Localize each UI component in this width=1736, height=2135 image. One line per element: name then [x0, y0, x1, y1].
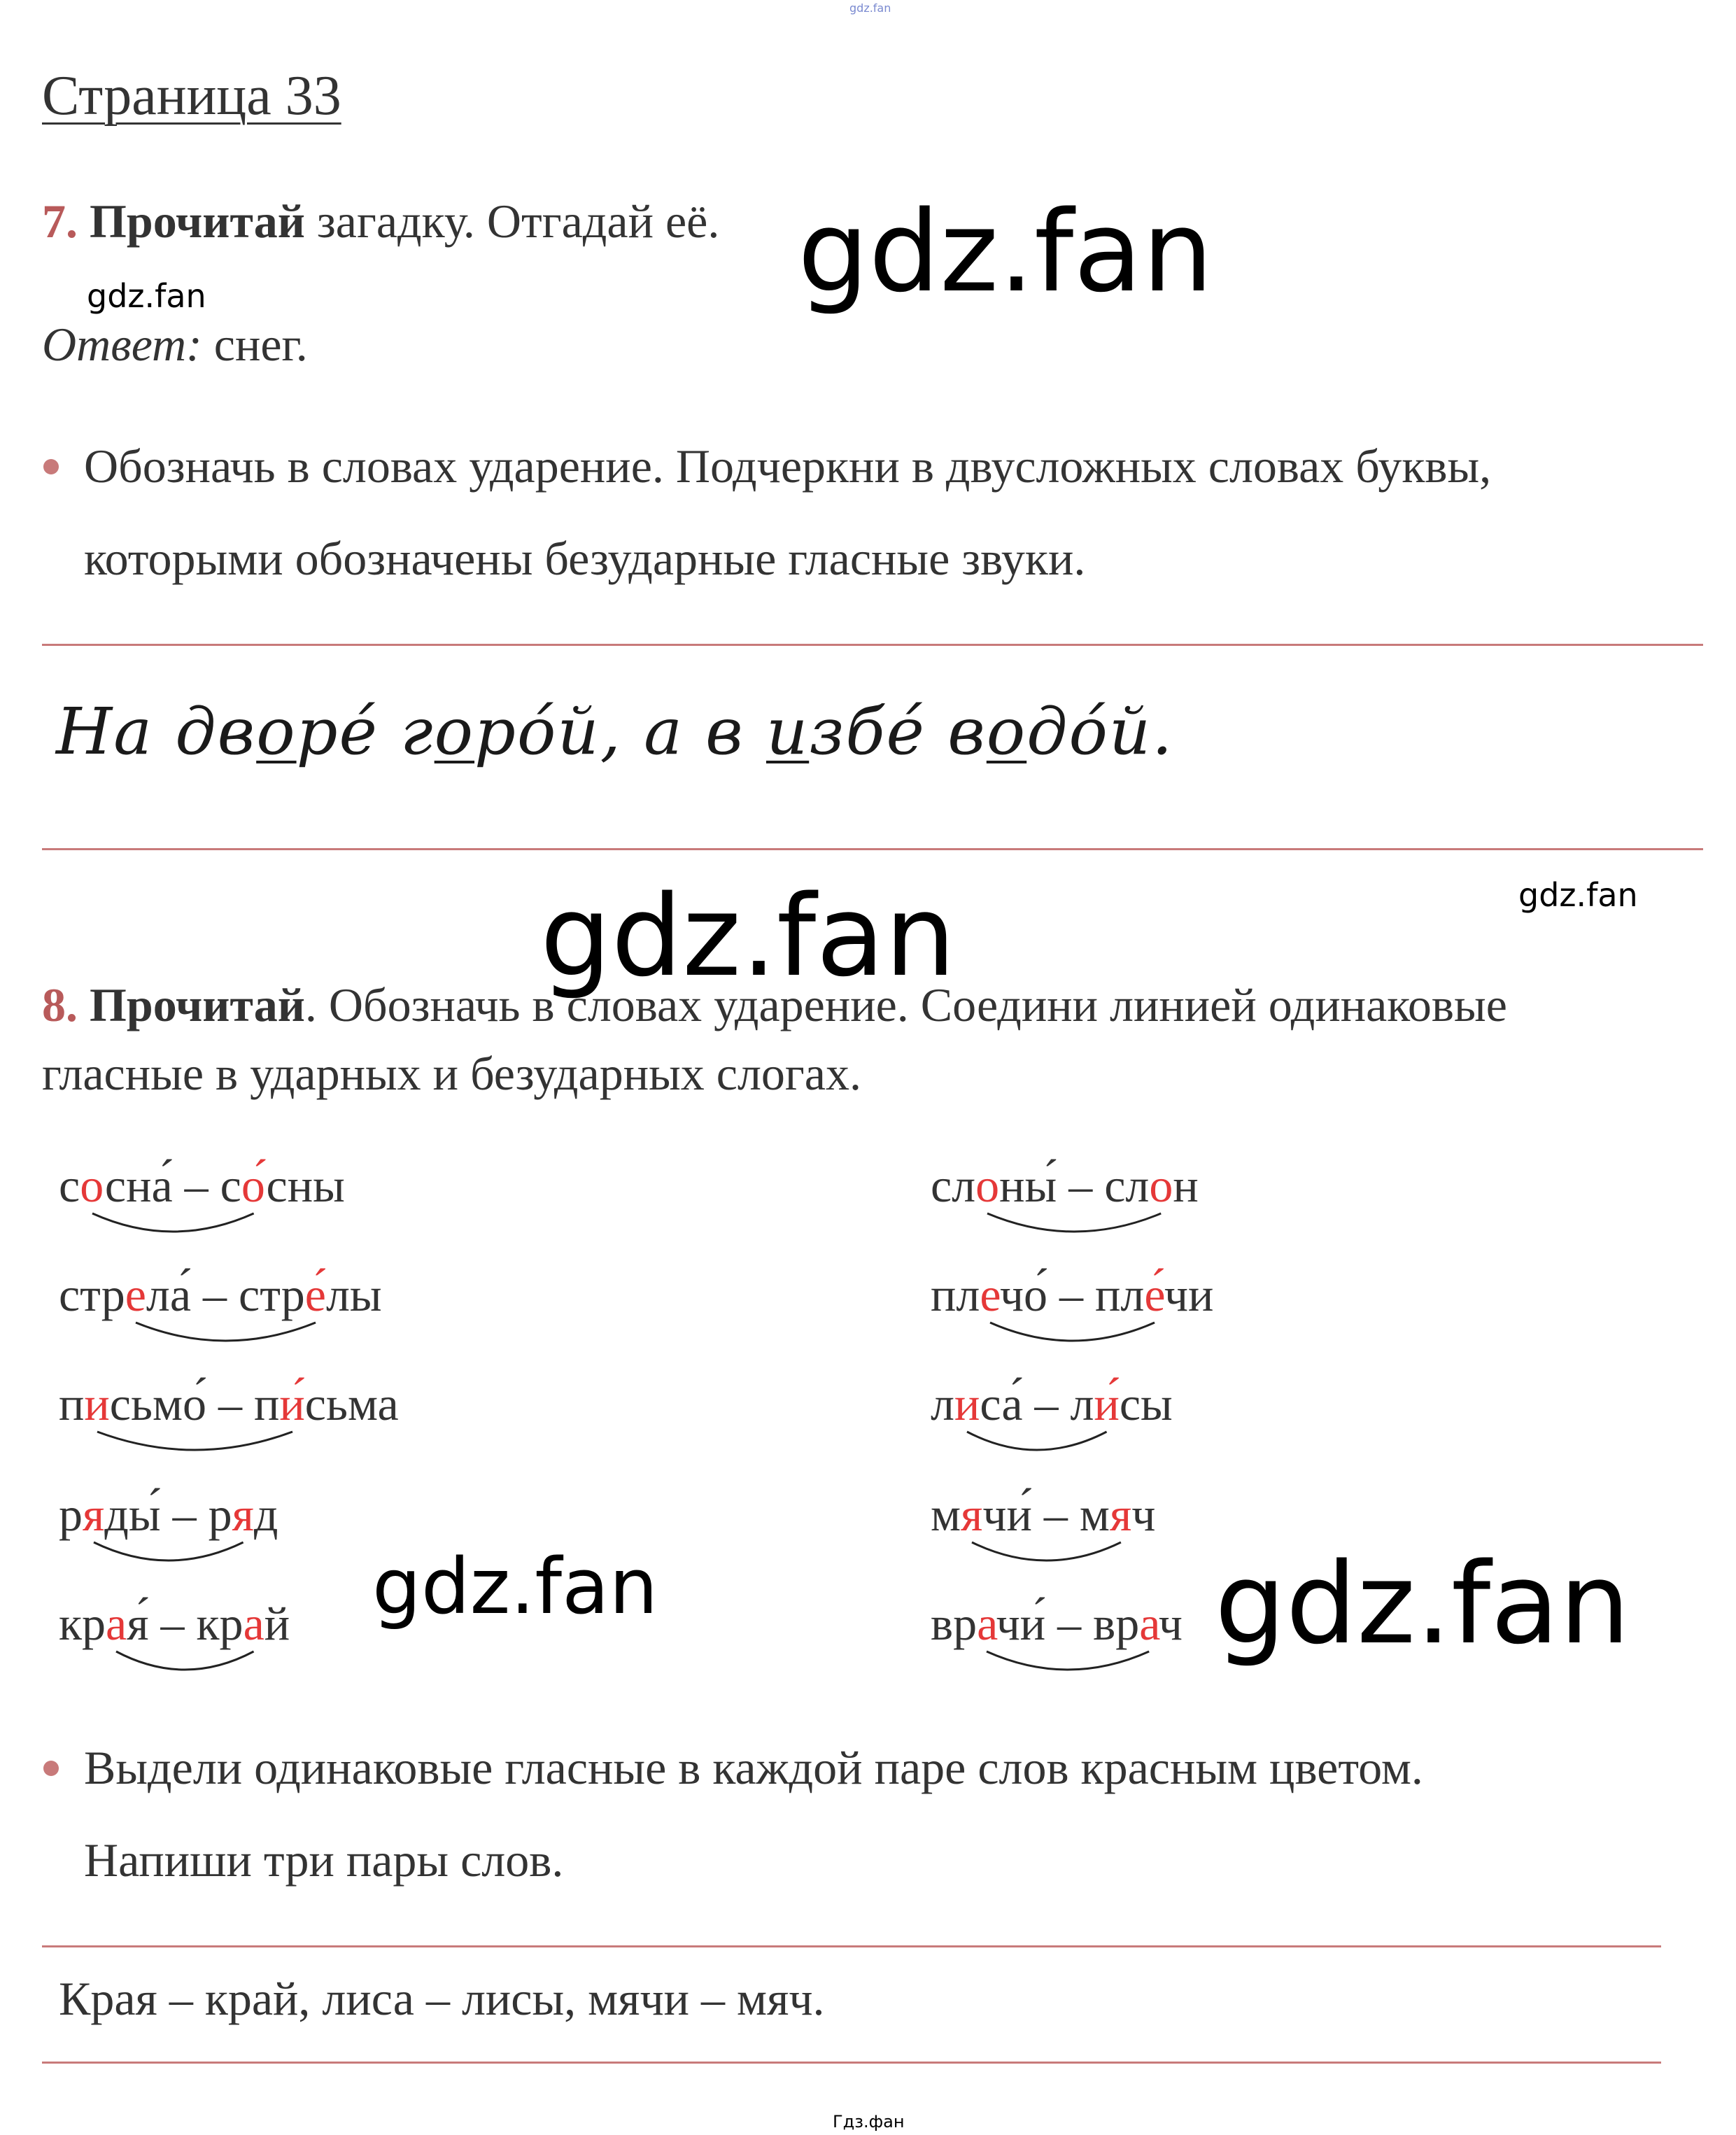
- matched-vowel: о: [975, 1159, 1000, 1212]
- word-part: сьмо́ – п: [109, 1377, 280, 1430]
- connector-arc: [987, 1213, 1161, 1241]
- word-part: д: [253, 1488, 278, 1541]
- task8-bullet-line2: Напиши три пары слов.: [84, 1833, 564, 1887]
- word-part: ч: [1131, 1488, 1156, 1541]
- connector-arc: [990, 1323, 1155, 1351]
- word-part: чи́ – м: [982, 1488, 1110, 1541]
- matched-vowel: а: [106, 1597, 127, 1650]
- matched-vowel: о: [80, 1159, 105, 1212]
- watermark-small-1: gdz.fan: [87, 277, 206, 315]
- task8-verb: Прочитай: [90, 978, 305, 1031]
- task7-answer: [42, 318, 308, 371]
- hand-text: ре́ г: [296, 694, 435, 769]
- word-part: сьма: [304, 1377, 399, 1430]
- word-part: ла́ – стр: [146, 1268, 305, 1321]
- task8-heading: [42, 978, 1507, 1031]
- task7-answer-text: снег.: [202, 318, 308, 371]
- word-part: с: [59, 1159, 80, 1212]
- word-pair: [931, 1268, 1214, 1321]
- task8-instruction: . Обозначь в словах ударение. Соедини линией одинаковые: [304, 978, 1507, 1031]
- matched-vowel: е: [980, 1268, 1000, 1321]
- matched-vowel: е́: [1144, 1268, 1164, 1321]
- connector-arc: [92, 1213, 254, 1241]
- matched-vowel: и́: [279, 1377, 305, 1430]
- matched-vowel: а: [243, 1597, 264, 1650]
- matched-vowel: и́: [1094, 1377, 1120, 1430]
- word-part: лы: [325, 1268, 382, 1321]
- word-pair: [59, 1268, 382, 1321]
- word-part: са́ – л: [980, 1377, 1094, 1430]
- watermark-small-2: gdz.fan: [1518, 876, 1638, 914]
- divider-line: [42, 848, 1703, 850]
- word-part: л: [931, 1377, 954, 1430]
- connector-arc: [116, 1651, 254, 1679]
- hand-text: збе́ в: [809, 694, 987, 769]
- matched-vowel: о: [1149, 1159, 1173, 1212]
- word-pair: [59, 1159, 345, 1212]
- task7-bullet-line2: которыми обозначены безударные гласные звуки.: [84, 532, 1086, 585]
- hand-underlined-vowel: о: [986, 694, 1027, 769]
- task8-answer: Края – край, лиса – лисы, мячи – мяч.: [59, 1972, 825, 2025]
- task7-number: 7.: [42, 195, 78, 248]
- matched-vowel: я: [1109, 1488, 1132, 1541]
- matched-vowel: о́: [241, 1159, 267, 1212]
- word-part: стр: [59, 1268, 125, 1321]
- divider-line: [42, 644, 1703, 646]
- connector-arc: [97, 1432, 292, 1460]
- divider-line: [42, 2062, 1661, 2064]
- word-part: ны́ – сл: [999, 1159, 1150, 1212]
- word-part: сл: [931, 1159, 976, 1212]
- bullet-dot: [43, 1761, 59, 1776]
- word-part: п: [59, 1377, 85, 1430]
- matched-vowel: и: [954, 1377, 980, 1430]
- watermark-large-1: gdz.fan: [798, 186, 1213, 317]
- hand-underlined-vowel: о: [256, 694, 297, 769]
- matched-vowel: я: [961, 1488, 983, 1541]
- connector-arc: [987, 1651, 1149, 1679]
- word-part: р: [59, 1488, 83, 1541]
- watermark-footer: Гдз.фан: [833, 2112, 905, 2132]
- word-part: пл: [931, 1268, 980, 1321]
- word-pair: [59, 1488, 278, 1541]
- word-pair: [59, 1377, 399, 1430]
- word-part: сны: [266, 1159, 345, 1212]
- matched-vowel: и: [84, 1377, 110, 1430]
- word-part: ды́ – р: [104, 1488, 232, 1541]
- task8-bullet-line1: Выдели одинаковые гласные в каждой паре слов красным цветом.: [84, 1741, 1423, 1794]
- matched-vowel: я: [232, 1488, 254, 1541]
- hand-text: до́й.: [1026, 694, 1174, 769]
- task7-answer-label: Ответ:: [42, 318, 202, 371]
- bullet-dot: [43, 459, 59, 474]
- word-part: вр: [931, 1597, 978, 1650]
- task8-instruction-line2: гласные в ударных и безударных слогах.: [42, 1047, 861, 1100]
- watermark-large-4: gdz.fan: [1215, 1538, 1630, 1669]
- watermark-large-3: gdz.fan: [372, 1542, 658, 1631]
- word-pair: [931, 1488, 1156, 1541]
- word-part: ч: [1158, 1597, 1183, 1650]
- word-part: чи: [1164, 1268, 1214, 1321]
- page-title: Страница 33: [42, 65, 341, 127]
- matched-vowel: е́: [304, 1268, 326, 1321]
- hand-text: ро́й, а в: [474, 694, 766, 769]
- word-pair: [931, 1597, 1183, 1650]
- task7-instruction: загадку. Отгадай её.: [304, 195, 720, 248]
- word-part: кр: [59, 1597, 106, 1650]
- divider-line: [42, 1945, 1661, 1947]
- word-part: сы: [1119, 1377, 1173, 1430]
- word-part: й: [264, 1597, 290, 1650]
- watermark-top: gdz.fan: [849, 1, 891, 15]
- word-part: я́ – кр: [127, 1597, 244, 1650]
- word-part: н: [1173, 1159, 1199, 1212]
- connector-arc: [972, 1542, 1121, 1570]
- matched-vowel: а: [1139, 1597, 1159, 1650]
- matched-vowel: а: [977, 1597, 996, 1650]
- handwritten-answer: [56, 694, 1173, 769]
- word-pair: [931, 1159, 1199, 1212]
- matched-vowel: е: [125, 1268, 146, 1321]
- word-part: чи́ – вр: [996, 1597, 1140, 1650]
- word-part: м: [931, 1488, 961, 1541]
- hand-underlined-vowel: и: [765, 694, 810, 769]
- word-pair: [59, 1597, 290, 1650]
- word-pair: [931, 1377, 1173, 1430]
- task7-bullet-line1: Обозначь в словах ударение. Подчеркни в двусложных словах буквы,: [84, 439, 1492, 493]
- task7-heading: [42, 195, 720, 248]
- task7-verb: Прочитай: [90, 195, 305, 248]
- connector-arc: [967, 1432, 1107, 1460]
- word-part: чо́ – пл: [999, 1268, 1145, 1321]
- word-part: сна́ – с: [104, 1159, 241, 1212]
- watermark-large-2: gdz.fan: [540, 871, 956, 1001]
- hand-underlined-vowel: о: [434, 694, 475, 769]
- connector-arc: [94, 1542, 244, 1570]
- task8-number: 8.: [42, 978, 78, 1031]
- hand-text: На дв: [56, 694, 257, 769]
- connector-arc: [136, 1323, 316, 1351]
- matched-vowel: я: [83, 1488, 105, 1541]
